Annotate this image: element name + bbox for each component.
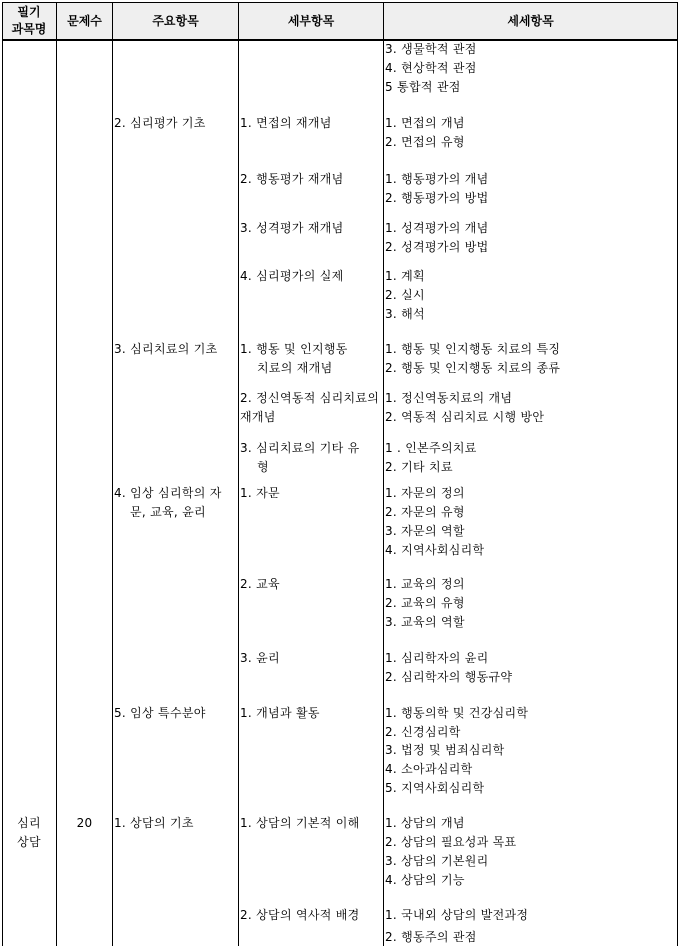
sub-item: 1. 상담의 기본적 이해: [240, 816, 360, 830]
sub-item-continued: 재개념: [240, 410, 276, 424]
detail-item: 1. 국내외 상담의 발전과정: [385, 908, 529, 922]
subject-name-line1: 심리: [17, 816, 41, 830]
detail-item: 3. 상담의 기본원리: [385, 854, 489, 868]
column-divider: [56, 2, 57, 946]
header-detail-items: 세세항목: [507, 13, 554, 28]
main-item-counseling-basics: 1. 상담의 기초: [114, 816, 194, 830]
detail-item: 2. 자문의 유형: [385, 505, 465, 519]
column-divider: [238, 2, 239, 946]
detail-item: 1. 자문의 정의: [385, 486, 465, 500]
detail-item: 2. 행동평가의 방법: [385, 191, 489, 205]
detail-item: 1. 행동의학 및 건강심리학: [385, 706, 529, 720]
header-num-questions: 문제수: [67, 13, 102, 28]
detail-item: 1. 정신역동치료의 개념: [385, 391, 513, 405]
detail-item: 2. 실시: [385, 288, 425, 302]
detail-item: 5. 지역사회심리학: [385, 781, 485, 795]
detail-item: 2. 교육의 유형: [385, 596, 465, 610]
detail-item: 4. 지역사회심리학: [385, 543, 485, 557]
detail-item: 1 . 인본주의치료: [385, 441, 477, 455]
detail-item: 3. 법정 및 범죄심리학: [385, 743, 505, 757]
main-item-continued: 문, 교육, 윤리: [130, 505, 206, 519]
detail-item: 1. 면접의 개념: [385, 116, 465, 130]
detail-item: 2. 심리학자의 행동규약: [385, 670, 513, 684]
exam-outline-table: [2, 2, 678, 946]
header-subject-line1: 필기: [17, 5, 41, 19]
detail-item: 1. 행동 및 인지행동 치료의 특징: [385, 342, 561, 356]
detail-item: 1. 심리학자의 윤리: [385, 651, 489, 665]
sub-item: 2. 행동평가 재개념: [240, 172, 344, 186]
header-sub-items: 세부항목: [287, 13, 335, 28]
sub-item: 2. 상담의 역사적 배경: [240, 908, 360, 922]
column-divider: [383, 2, 384, 946]
sub-item: 1. 자문: [240, 486, 280, 500]
detail-item: 1. 교육의 정의: [385, 577, 465, 591]
detail-item: 2. 행동 및 인지행동 치료의 종류: [385, 361, 561, 375]
main-item-clinical-consultation: 4. 임상 심리학의 자: [114, 486, 222, 500]
header-subject-line2: 과목명: [11, 22, 47, 36]
detail-item: 2. 신경심리학: [385, 725, 461, 739]
sub-item: 3. 성격평가 재개념: [240, 221, 344, 235]
sub-item: 3. 윤리: [240, 651, 280, 665]
detail-item: 2. 기타 치료: [385, 460, 453, 474]
table-border-right: [677, 2, 678, 946]
detail-item: 2. 성격평가의 방법: [385, 240, 489, 254]
detail-item: 4. 현상학적 관점: [385, 61, 477, 75]
detail-item: 5 통합적 관점: [385, 80, 461, 94]
header-main-items: 주요항목: [152, 13, 199, 28]
subject-name-line2: 상담: [17, 835, 41, 849]
sub-item: 1. 개념과 활동: [240, 706, 320, 720]
detail-item: 1. 행동평가의 개념: [385, 172, 489, 186]
detail-item: 1. 상담의 개념: [385, 816, 465, 830]
main-item-clinical-special: 5. 임상 특수분야: [114, 706, 206, 720]
main-item-psych-assessment: 2. 심리평가 기초: [114, 116, 206, 130]
subject-num-questions: 20: [76, 816, 93, 830]
detail-item: 3. 생물학적 관점: [385, 42, 477, 56]
sub-item-continued: 형: [257, 460, 269, 474]
detail-item: 2. 역동적 심리치료 시행 방안: [385, 410, 545, 424]
detail-item: 2. 면접의 유형: [385, 135, 465, 149]
table-border-left: [2, 2, 3, 946]
sub-item: 1. 행동 및 인지행동: [240, 342, 348, 356]
main-item-psychotherapy: 3. 심리치료의 기초: [114, 342, 218, 356]
header-subject-cell: [2, 2, 56, 40]
sub-item: 1. 면접의 재개념: [240, 116, 332, 130]
detail-item: 3. 해석: [385, 307, 425, 321]
detail-item: 2. 상담의 필요성과 목표: [385, 835, 517, 849]
sub-item: 4. 심리평가의 실제: [240, 269, 344, 283]
detail-item: 2. 행동주의 관점: [385, 930, 477, 944]
sub-item: 2. 정신역동적 심리치료의: [240, 391, 380, 405]
sub-item: 3. 심리치료의 기타 유: [240, 441, 360, 455]
sub-item: 2. 교육: [240, 577, 280, 591]
detail-item: 1. 계획: [385, 269, 425, 283]
detail-item: 4. 상담의 기능: [385, 873, 465, 887]
detail-item: 3. 교육의 역할: [385, 615, 465, 629]
detail-item: 4. 소아과심리학: [385, 762, 473, 776]
detail-item: 3. 자문의 역할: [385, 524, 465, 538]
sub-item-continued: 치료의 재개념: [257, 361, 333, 375]
detail-item: 1. 성격평가의 개념: [385, 221, 489, 235]
column-divider: [112, 2, 113, 946]
